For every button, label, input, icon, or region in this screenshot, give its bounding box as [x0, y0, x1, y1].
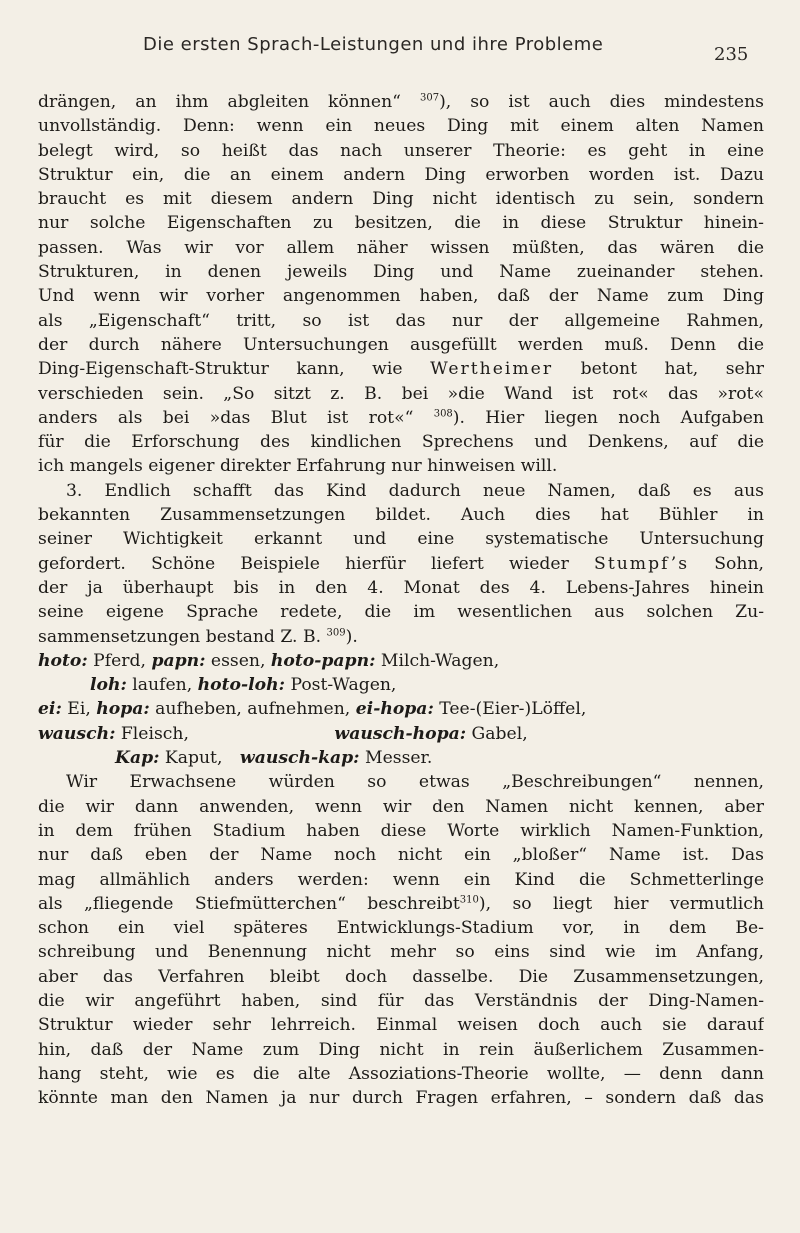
text-line: die wir angeführt haben, sind für das Verständnis der Ding-Namen- [38, 990, 764, 1011]
body-text [38, 90, 764, 1110]
text-line: seiner Wichtigkeit erkannt und eine systematische Untersuchung [38, 529, 764, 550]
text-line: sammensetzungen bestand Z. B. $^{309}$). [38, 626, 358, 647]
text-line: schreibung und Benennung nicht mehr so eins sind wie im Anfang, [38, 942, 764, 963]
text-line: Und wenn wir vorher angenommen haben, daß der Name zum Ding [38, 286, 764, 307]
text-line: seine eigene Sprache redete, die im wesentlichen aus solchen Zu- [38, 602, 764, 623]
glossary-line: hoto: Pferd, papn: essen, hoto-papn: Milch-Wagen, [38, 650, 500, 671]
text-line: als „fliegende Stiefmütterchen“ beschreibt$^{310}$), so liegt hier vermutlich [38, 893, 764, 914]
author-name: Wertheimer [430, 359, 554, 380]
text-line: der durch nähere Untersuchungen ausgefüllt werden muß. Denn die [38, 334, 764, 355]
text-line: für die Erforschung des kindlichen Sprechens und Denkens, auf die [38, 432, 764, 453]
text-line: Ding-Eigenschaft-Struktur kann, wie Wertheimer betont hat, sehr [38, 359, 764, 380]
text-line: hin, daß der Name zum Ding nicht in rein äußerlichem Zusammen- [38, 1039, 764, 1060]
text-line: nur solche Eigenschaften zu besitzen, die in diese Struktur hinein- [38, 213, 764, 234]
text-line: Struktur ein, die an einem andern Ding erworben worden ist. Dazu [38, 164, 764, 185]
glossary-line: Kap: Kaput, wausch-kap: Messer. [115, 748, 433, 769]
text-line: braucht es mit diesem andern Ding nicht identisch zu sein, sondern [38, 189, 764, 210]
text-line: mag allmählich anders werden: wenn ein Kind die Schmetterlinge [38, 869, 764, 890]
running-title: Die ersten Sprach-Leistungen und ihre Probleme [143, 34, 604, 55]
text-line: ich mangels eigener direkter Erfahrung nur hinweisen will. [38, 456, 558, 477]
text-line: könnte man den Namen ja nur durch Fragen erfahren, – sondern daß das [38, 1088, 764, 1109]
text-line: in dem frühen Stadium haben diese Worte wirklich Namen-Funktion, [38, 820, 764, 841]
text-line: Wir Erwachsene würden so etwas „Beschreibungen“ nennen, [66, 772, 764, 793]
text-line: als „Eigenschaft“ tritt, so ist das nur der allgemeine Rahmen, [38, 310, 764, 331]
glossary-line: wausch: Fleisch, wausch-hopa: Gabel, [38, 723, 528, 744]
text-line: die wir dann anwenden, wenn wir den Namen nicht kennen, aber [38, 796, 764, 817]
text-line: hang steht, wie es die alte Assoziations-Theorie wollte, — denn dann [38, 1063, 764, 1084]
text-line: bekannten Zusammensetzungen bildet. Auch dies hat Bühler in [38, 505, 764, 526]
text-line: nur daß eben der Name noch nicht ein „bloßer“ Name ist. Das [38, 845, 764, 866]
footnote-ref: 308 [433, 408, 453, 420]
text-line: schon ein viel späteres Entwicklungs-Stadium vor, in dem Be- [38, 918, 764, 939]
glossary-line: ei: Ei, hopa: aufheben, aufnehmen, ei-hopa: Tee-(Eier-)Löffel, [38, 699, 587, 720]
text-line: Struktur wieder sehr lehrreich. Einmal weisen doch auch sie darauf [38, 1015, 764, 1036]
glossary-line: loh: laufen, hoto-loh: Post-Wagen, [90, 675, 397, 696]
footnote-ref: 309 [326, 626, 346, 638]
text-line: 3. Endlich schafft das Kind dadurch neue Namen, daß es aus [66, 480, 764, 501]
text-line: gefordert. Schöne Beispiele hierfür liefert wieder Stumpf’s Sohn, [38, 553, 764, 574]
footnote-ref: 307 [419, 92, 440, 104]
author-name: Stumpf’s [594, 553, 690, 574]
text-line: passen. Was wir vor allem näher wissen müßten, das wären die [38, 237, 764, 258]
text-line: anders als bei »das Blut ist rot«“ $^{308}$). Hier liegen noch Aufgaben [38, 407, 764, 428]
text-line: belegt wird, so heißt das nach unserer Theorie: es geht in eine [38, 140, 764, 161]
text-line: verschieden sein. „So sitzt z. B. bei »die Wand ist rot« das »rot« [38, 383, 764, 404]
footnote-ref: 310 [459, 894, 479, 906]
text-line: unvollständig. Denn: wenn ein neues Ding mit einem alten Namen [38, 116, 764, 137]
page-number: 235 [714, 44, 749, 65]
text-line: aber das Verfahren bleibt doch dasselbe. Die Zusammensetzungen, [38, 966, 764, 987]
text-line: der ja überhaupt bis in den 4. Monat des 4. Lebens-Jahres hinein [38, 577, 764, 598]
text-line: drängen, an ihm abgleiten können“ $^{307}$), so ist auch dies mindestens [38, 92, 764, 112]
text-line: Strukturen, in denen jeweils Ding und Name zueinander stehen. [38, 262, 764, 283]
